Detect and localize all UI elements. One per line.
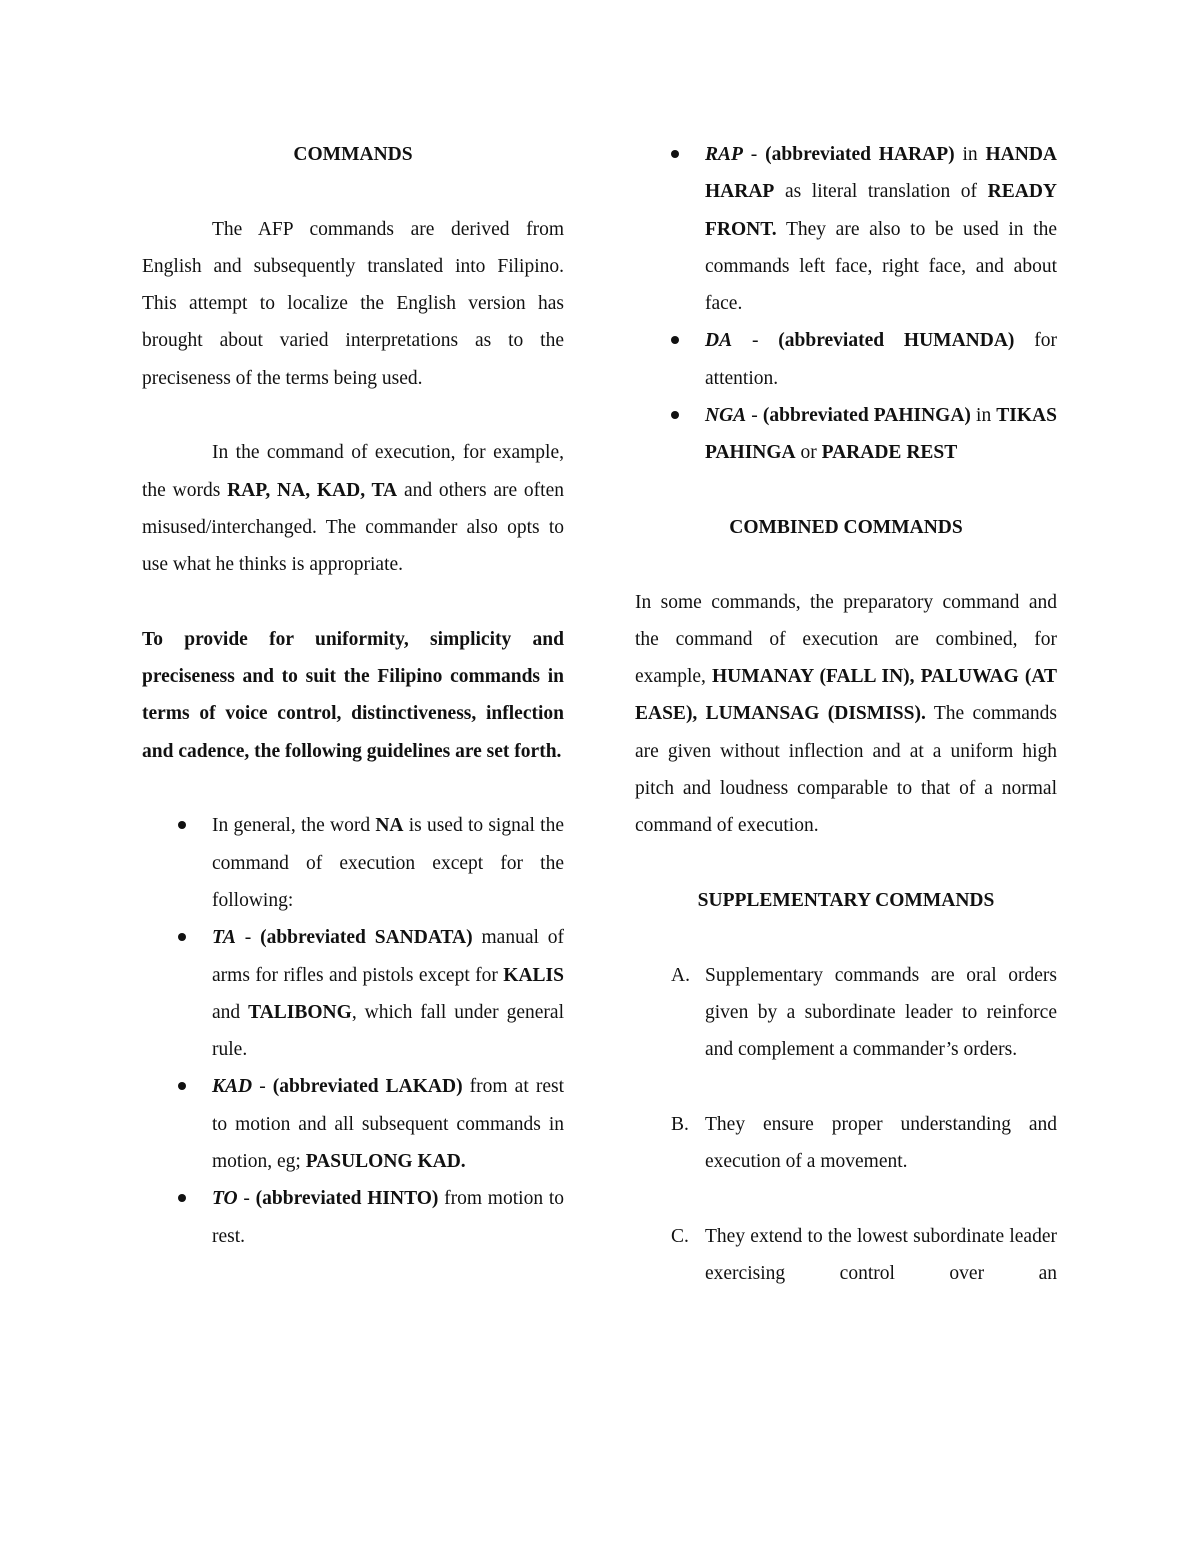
list-item: RAP - (abbreviated HARAP) in HANDA HARAP as literal translation of READY FRONT. They are also to be used in the commands left face, right face, and about face. — [635, 136, 1057, 322]
left-column — [142, 136, 564, 1255]
execution-terms: RAP, NA, KAD, TA — [227, 479, 398, 501]
list-item: In general, the word NA is used to signal the command of execution except for the following: — [142, 807, 564, 919]
list-item: TO - (abbreviated HINTO) from motion to rest. — [142, 1180, 564, 1255]
guidelines-list — [142, 807, 564, 1255]
bullet-icon — [671, 411, 679, 419]
list-item: A. Supplementary commands are oral orders given by a subordinate leader to reinforce and complement a commander’s orders. — [671, 964, 1057, 1061]
list-item: TA - (abbreviated SANDATA) manual of arms for rifles and pistols except for KALIS and TALIBONG, which fall under general rule. — [142, 919, 564, 1068]
commands-heading: COMMANDS — [293, 144, 413, 165]
combined-commands-heading: COMBINED COMMANDS — [729, 516, 963, 538]
list-item: NGA - (abbreviated PAHINGA) in TIKAS PAHINGA or PARADE REST — [635, 397, 1057, 472]
list-item: KAD - (abbreviated LAKAD) from at rest to motion and all subsequent commands in motion, eg; PASULONG KAD. — [142, 1068, 564, 1180]
bullet-icon — [178, 821, 186, 829]
right-column — [635, 136, 1057, 1292]
guidelines-list-continued — [635, 136, 1057, 472]
guidelines-paragraph: To provide for uniformity, simplicity and preciseness and to suit the Filipino commands in terms of voice control, distinctiveness, inflection and cadence, the following guidelines are set forth. — [142, 628, 564, 762]
combined-paragraph: In some commands, the preparatory command and the command of execution are combined, for example, HUMANAY (FALL IN), PALUWAG (AT EASE), LUMANSAG (DISMISS). The commands are given without inflection and at a uniform high pitch and loudness comparable to that of a normal command of execution. — [635, 591, 1058, 837]
bullet-icon — [178, 933, 186, 941]
bullet-icon — [178, 1194, 186, 1202]
bullet-icon — [671, 150, 679, 158]
list-item: DA - (abbreviated HUMANDA) for attention. — [635, 322, 1057, 397]
bullet-icon — [671, 336, 679, 344]
bullet-icon — [178, 1082, 186, 1090]
supplementary-commands-heading: SUPPLEMENTARY COMMANDS — [697, 889, 995, 911]
execution-paragraph: In the command of execution, for example, the words RAP, NA, KAD, TA and others are often misused/interchanged. The commander also opts to use what he thinks is appropriate. — [142, 442, 564, 576]
list-item: C. They extend to the lowest subordinate leader exercising control over an — [671, 1225, 1057, 1284]
list-item: B. They ensure proper understanding and execution of a movement. — [671, 1113, 1057, 1173]
supplementary-list — [635, 957, 1057, 1293]
intro-paragraph: The AFP commands are derived from English and subsequently translated into Filipino. This attempt to localize the English version has brought about varied interpretations as to the preciseness of the terms being used. — [142, 218, 564, 389]
